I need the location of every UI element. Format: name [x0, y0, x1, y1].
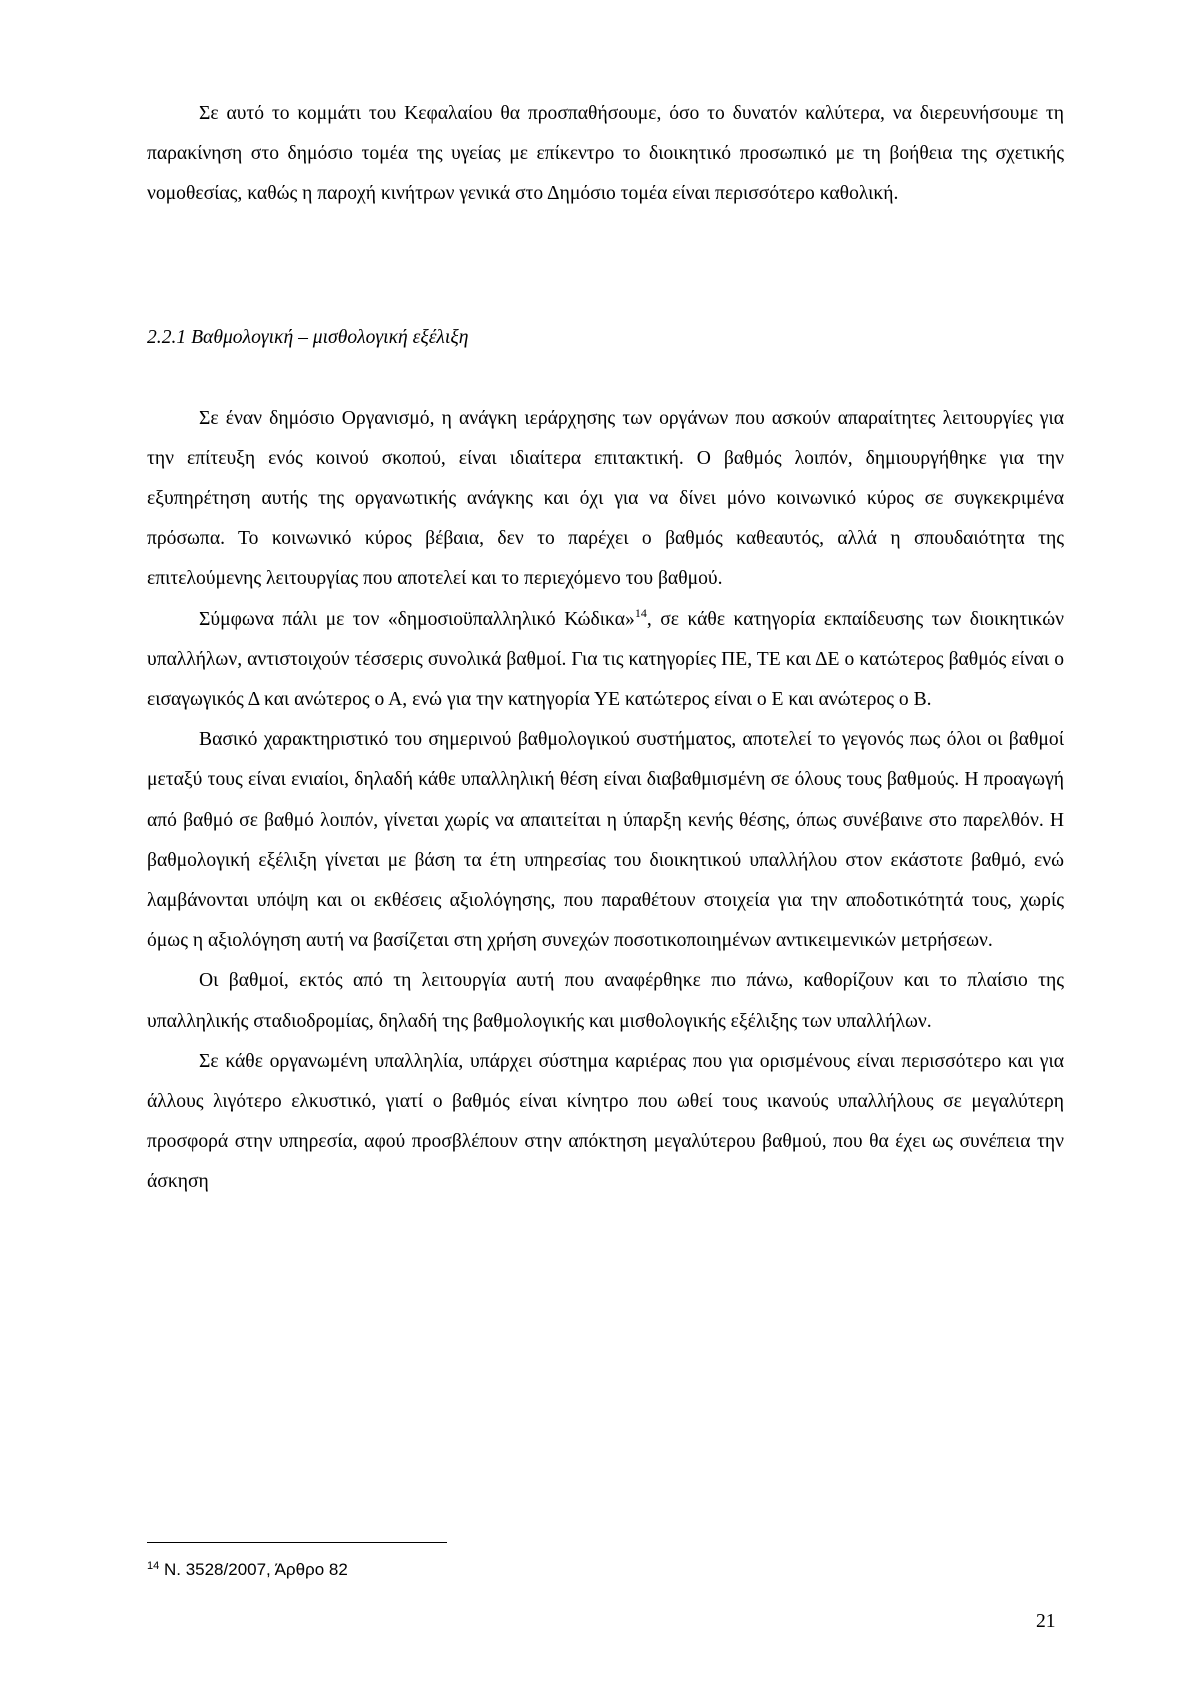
- section-heading: [147, 318, 1064, 358]
- paragraph-1: Σε έναν δημόσιο Οργανισμό, η ανάγκη ιεράρχησης των οργάνων που ασκούν απαραίτητες λειτουργίες για την επίτευξη ενός κοινού σκοπού, είναι ιδιαίτερα επιτακτική. Ο βαθμός λοιπόν, δημιουργήθηκε για την εξυπηρέτηση αυτής της οργανωτικής ανάγκης και όχι για να δίνει μόνο κοινωνικό κύρος σε συγκεκριμένα πρόσωπα. Το κοινωνικό κύρος βέβαια, δεν το παρέχει ο βαθμός καθεαυτός, αλλά η σπουδαιότητα της επιτελούμενης λειτουργίας που αποτελεί και το περιεχόμενο του βαθμού.: [147, 407, 1064, 590]
- footnote-reference[interactable]: 14: [634, 605, 647, 620]
- footnote-text: Ν. 3528/2007, Άρθρο 82: [159, 1560, 348, 1579]
- section-title: Βαθμολογική – μισθολογική εξέλιξη: [191, 326, 469, 348]
- paragraph-3: Βασικό χαρακτηριστικό του σημερινού βαθμολογικού συστήματος, αποτελεί το γεγονός πως όλοι οι βαθμοί μεταξύ τους είναι ενιαίοι, δηλαδή κάθε υπαλληλική θέση είναι διαβαθμισμένη σε όλους τους βαθμούς. Η προαγωγή από βαθμό σε βαθμό λοιπόν, γίνεται χωρίς να απαιτείται η ύπαρξη κενής θέσης, όπως συνέβαινε στο παρελθόν. Η βαθμολογική εξέλιξη γίνεται με βάση τα έτη υπηρεσίας του διοικητικού υπαλλήλου στον εκάστοτε βαθμό, ενώ λαμβάνονται υπόψη και οι εκθέσεις αξιολόγησης, που παραθέτουν στοιχεία για την αποδοτικότητά τους, χωρίς όμως η αξιολόγηση αυτή να βασίζεται στη χρήση συνεχών ποσοτικοποιημένων αντικειμενικών μετρήσεων.: [147, 729, 1064, 952]
- paragraph-2-end: , σε κάθε κατηγορία εκπαίδευσης των διοικητικών υπαλλήλων, αντιστοιχούν τέσσερις συνολικά βαθμοί. Για τις κατηγορίες ΠΕ, ΤΕ και ΔΕ ο κατώτερος βαθμός είναι ο εισαγωγικός Δ και ανώτερος ο Α, ενώ για την κατηγορία ΥΕ κατώτερος είναι ο Ε και ανώτερος ο Β.: [147, 608, 1065, 711]
- paragraph-4: Οι βαθμοί, εκτός από τη λειτουργία αυτή που αναφέρθηκε πιο πάνω, καθορίζουν και το πλαίσιο της υπαλληλικής σταδιοδρομίας, δηλαδή της βαθμολογικής και μισθολογικής εξέλιξης των υπαλλήλων.: [147, 970, 1064, 1032]
- paragraph-2-start: Σύμφωνα πάλι με τον «δημοσιοϋπαλληλικό Κώδικα»: [199, 608, 635, 630]
- footnote: [147, 1560, 348, 1580]
- paragraph-5: Σε κάθε οργανωμένη υπαλληλία, υπάρχει σύστημα καριέρας που για ορισμένους είναι περισσότερο και για άλλους λιγότερο ελκυστικό, γιατί ο βαθμός είναι κίνητρο που ωθεί τους ικανούς υπαλλήλους σε μεγαλύτερη προσφορά στην υπηρεσία, αφού προσβλέπουν στην απόκτηση μεγαλύτερου βαθμού, που θα έχει ως συνέπεια την άσκηση: [147, 1050, 1064, 1193]
- footnote-marker: 14: [147, 1560, 160, 1572]
- footnote-separator: [147, 1542, 447, 1543]
- page-body: [147, 94, 1064, 1203]
- paragraph-2: [147, 600, 1064, 721]
- page-number: 21: [1036, 1611, 1056, 1632]
- section-number: 2.2.1: [147, 326, 187, 348]
- intro-paragraph: Σε αυτό το κομμάτι του Κεφαλαίου θα προσπαθήσουμε, όσο το δυνατόν καλύτερα, να διερευνήσουμε τη παρακίνηση στο δημόσιο τομέα της υγείας με επίκεντρο το διοικητικό προσωπικό με τη βοήθεια της σχετικής νομοθεσίας, καθώς η παροχή κινήτρων γενικά στο Δημόσιο τομέα είναι περισσότερο καθολική.: [147, 103, 1064, 205]
